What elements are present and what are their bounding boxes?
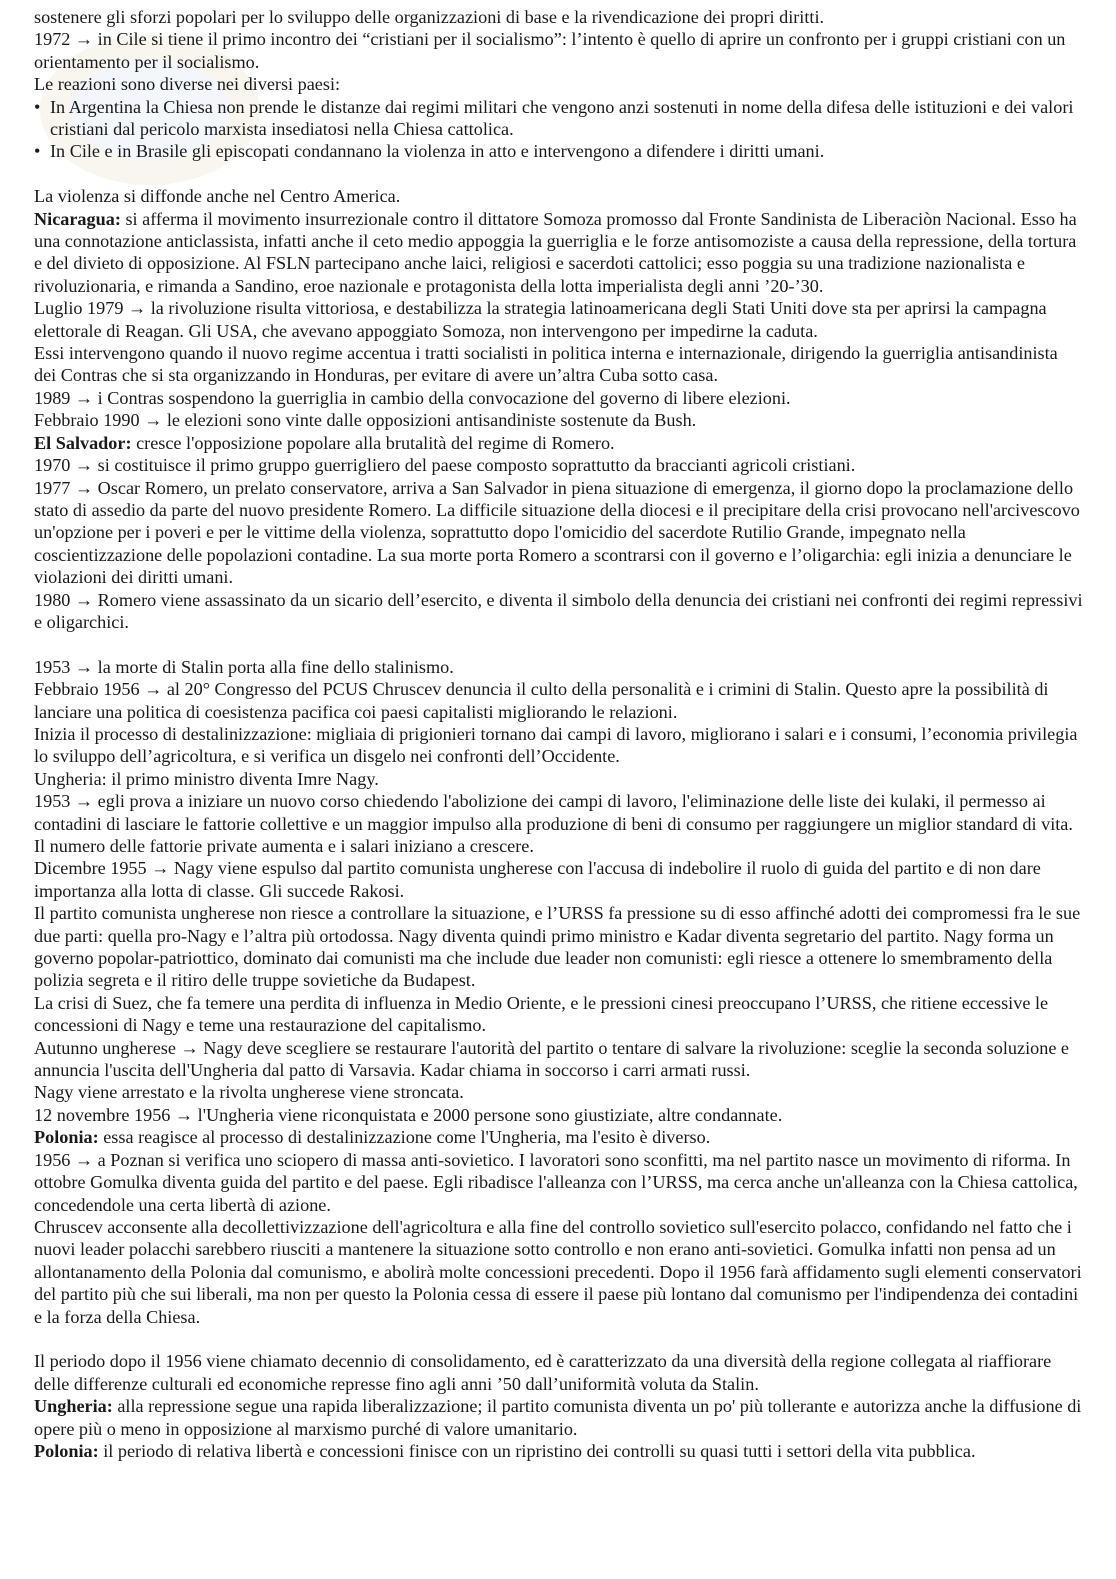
section-gap: [34, 633, 1084, 655]
paragraph-text: il periodo di relativa libertà e concessioni finisce con un ripristino dei controlli su quasi tutti i settori della vita pubblica.: [98, 1440, 976, 1461]
paragraph: [34, 1395, 1084, 1440]
paragraph: Febbraio 1956 → al 20° Congresso del PCUS Chruscev denuncia il culto della personalità e i crimini di Stalin. Questo apre la possibilità di lanciare una politica di coesistenza pacifica coi paesi capitalisti migliorando le relazioni.: [34, 679, 1049, 722]
bullet-list: [34, 96, 1084, 163]
paragraph: Essi intervengono quando il nuovo regime accentua i tratti socialisti in politica interna e internazionale, dirigendo la guerriglia antisandinista dei Contras che si sta organizzando in Honduras, per evitare di avere un’altra Cuba sotto casa.: [34, 343, 1058, 386]
paragraph: La crisi di Suez, che fa temere una perdita di influenza in Medio Oriente, e le pressioni cinesi preoccupano l’URSS, che ritiene eccessive le concessioni di Nagy e teme una restaurazione del capitalismo.: [34, 992, 1049, 1036]
document-page: [34, 6, 1084, 1462]
paragraph: [34, 1126, 1084, 1148]
paragraph-text: cresce l'opposizione popolare alla brutalità del regime di Romero.: [131, 432, 615, 453]
section-gap: [34, 1328, 1084, 1350]
paragraph: [34, 208, 1084, 298]
paragraph-text: si afferma il movimento insurrezionale contro il dittatore Somoza promosso dal Fronte Sandinista de Liberaciòn Nacional. Esso ha una connotazione anticlassista, infatti anche il ceto medio appoggia la guerriglia e le forze antisomoziste a causa della repressione, della tortura e del divieto di opposizione. Al FSLN partecipano anche laici, religiosi e sacerdoti cattolici; esso poggia su una tradizione nazionalista e rivoluzionaria, e rimanda a Sandino, eroe nazionale e protagonista della lotta imperialista degli anni ’20-’30.: [34, 208, 1077, 296]
paragraph: Dicembre 1955 → Nagy viene espulso dal partito comunista ungherese con l'accusa di indebolire il ruolo di guida del partito e di non dare importanza alla lotta di classe. Gli succede Rakosi.: [34, 858, 1041, 901]
paragraph: Ungheria: il primo ministro diventa Imre Nagy.: [34, 768, 379, 789]
paragraph: Luglio 1979 → la rivoluzione risulta vittoriosa, e destabilizza la strategia latinoamericana degli Stati Uniti dove sta per aprirsi la campagna elettorale di Reagan. Gli USA, che avevano appoggiato Somoza, non intervengono per impedirne la caduta.: [34, 298, 1047, 341]
paragraph: 1989 → i Contras sospendono la guerriglia in cambio della convocazione del governo di libere elezioni.: [34, 387, 791, 408]
paragraph: 1977 → Oscar Romero, un prelato conservatore, arriva a San Salvador in piena situazione di emergenza, il giorno dopo la proclamazione dello stato di assedio da parte del nuovo presidente Romero. La difficile situazione della diocesi e il precipitare della crisi provocano nell'arcivescovo un'opzione per i poveri e per le vittime della violenza, soprattutto dopo l'omicidio del sacerdote Rutilio Grande, impegnato nella coscientizzazione delle popolazioni contadine. La sua morte porta Romero a scontrarsi con il governo e l’oligarchia: egli inizia a denunciare le violazioni dei diritti umani.: [34, 477, 1080, 588]
paragraph: Il periodo dopo il 1956 viene chiamato decennio di consolidamento, ed è caratterizzato da una diversità della regione collegata al riaffiorare delle differenze culturali ed economiche represse fino agli anni ’50 dall’uniformità voluta da Stalin.: [34, 1351, 1052, 1394]
paragraph: sostenere gli sforzi popolari per lo sviluppo delle organizzazioni di base e la rivendicazione dei propri diritti.: [34, 7, 825, 27]
paragraph: 1956 → a Poznan si verifica uno sciopero di massa anti-sovietico. I lavoratori sono sconfitti, ma nel partito nasce un movimento di riforma. In ottobre Gomulka diventa guida del partito e del paese. Egli ribadisce l'alleanza con l’URSS, ma cerca anche un'alleanza con la Chiesa cattolica, concedendole una certa libertà di azione.: [34, 1149, 1078, 1215]
paragraph: 12 novembre 1956 → l'Ungheria viene riconquistata e 2000 persone sono giustiziate, altre condannate.: [34, 1104, 783, 1125]
paragraph: 1953 → egli prova a iniziare un nuovo corso chiedendo l'abolizione dei campi di lavoro, l'eliminazione delle liste dei kulaki, il permesso ai contadini di lasciare le fattorie collettive e un maggior impulso alla produzione di beni di consumo per raggiungere un miglior standard di vita. Il numero delle fattorie private aumenta e i salari iniziano a crescere.: [34, 791, 1073, 856]
paragraph: 1972 → in Cile si tiene il primo incontro dei “cristiani per il socialismo”: l’intento è quello di aprire un confronto per i gruppi cristiani con un orientamento per il socialismo.: [34, 29, 1066, 72]
paragraph: Il partito comunista ungherese non riesce a controllare la situazione, e l’URSS fa pressione su di esso affinché adotti dei compromessi fra le sue due parti: quella pro-Nagy e l’altra più ortodossa. Nagy diventa quindi primo ministro e Kadar diventa segretario del partito. Nagy forma un governo popolar-patriottico, dominato dai comunisti ma che include due leader non comunisti: egli riesce a ottenere lo smembramento della polizia segreta e il ritiro delle truppe sovietiche da Budapest.: [34, 903, 1081, 991]
paragraph: Le reazioni sono diverse nei diversi paesi:: [34, 74, 341, 95]
paragraph: La violenza si diffonde anche nel Centro America.: [34, 186, 401, 207]
bold-label: Polonia:: [34, 1440, 99, 1461]
bullet-item: • In Argentina la Chiesa non prende le distanze dai regimi militari che vengono anzi sostenuti in nome della difesa delle istituzioni e dei valori cristiani dal pericolo marxista insediatosi nella Chiesa cattolica.: [50, 96, 1084, 141]
bold-label: El Salvador:: [34, 432, 132, 453]
paragraph: 1953 → la morte di Stalin porta alla fine dello stalinismo.: [34, 656, 454, 677]
paragraph: [34, 432, 1084, 454]
paragraph: Chruscev acconsente alla decollettivizzazione dell'agricoltura e alla fine del controllo sovietico sull'esercito polacco, confidando nel fatto che i nuovi leader polacchi sarebbero riusciti a mantenere la situazione sotto controllo e non erano anti-sovietici. Gomulka infatti non pensa ad un allontanamento della Polonia dal comunismo, e abolirà molte concessioni precedenti. Dopo il 1956 farà affidamento sugli elementi conservatori del partito più che sui liberali, ma non per questo la Polonia cessa di essere il paese più lontano dal comunismo per l'indipendenza dei contadini e la forza della Chiesa.: [34, 1216, 1082, 1327]
paragraph: Nagy viene arrestato e la rivolta ungherese viene stroncata.: [34, 1082, 464, 1103]
paragraph: Inizia il processo di destalinizzazione: migliaia di prigionieri tornano dai campi di lavoro, migliorano i salari e i consumi, l’economia privilegia lo sviluppo dell’agricoltura, e si verifica un disgelo nei confronti dell’Occidente.: [34, 723, 1078, 767]
paragraph: 1970 → si costituisce il primo gruppo guerrigliero del paese composto soprattutto da braccianti agricoli cristiani.: [34, 455, 856, 476]
bold-label: Nicaragua:: [34, 208, 121, 229]
bullet-item: • In Cile e in Brasile gli episcopati condannano la violenza in atto e intervengono a difendere i diritti umani.: [50, 140, 1084, 162]
paragraph: Febbraio 1990 → le elezioni sono vinte dalle opposizioni antisandiniste sostenute da Bush.: [34, 410, 697, 431]
paragraph-text: alla repressione segue una rapida liberalizzazione; il partito comunista diventa un po' più tollerante e autorizza anche la diffusione di opere più o meno in opposizione al marxismo purché di valore umanitario.: [34, 1396, 1082, 1439]
paragraph: Autunno ungherese → Nagy deve scegliere se restaurare l'autorità del partito o tentare di salvare la rivoluzione: sceglie la seconda soluzione e annuncia l'uscita dell'Ungheria dal patto di Varsavia. Kadar chiama in soccorso i carri armati russi.: [34, 1037, 1070, 1081]
paragraph: 1980 → Romero viene assassinato da un sicario dell’esercito, e diventa il simbolo della denuncia dei cristiani nei confronti dei regimi repressivi e oligarchici.: [34, 589, 1083, 632]
bold-label: Polonia:: [34, 1127, 99, 1148]
paragraph-text: essa reagisce al processo di destalinizzazione come l'Ungheria, ma l'esito è diverso.: [98, 1127, 711, 1148]
paragraph: [34, 1440, 1084, 1462]
bold-label: Ungheria:: [34, 1396, 113, 1417]
section-gap: [34, 163, 1084, 185]
